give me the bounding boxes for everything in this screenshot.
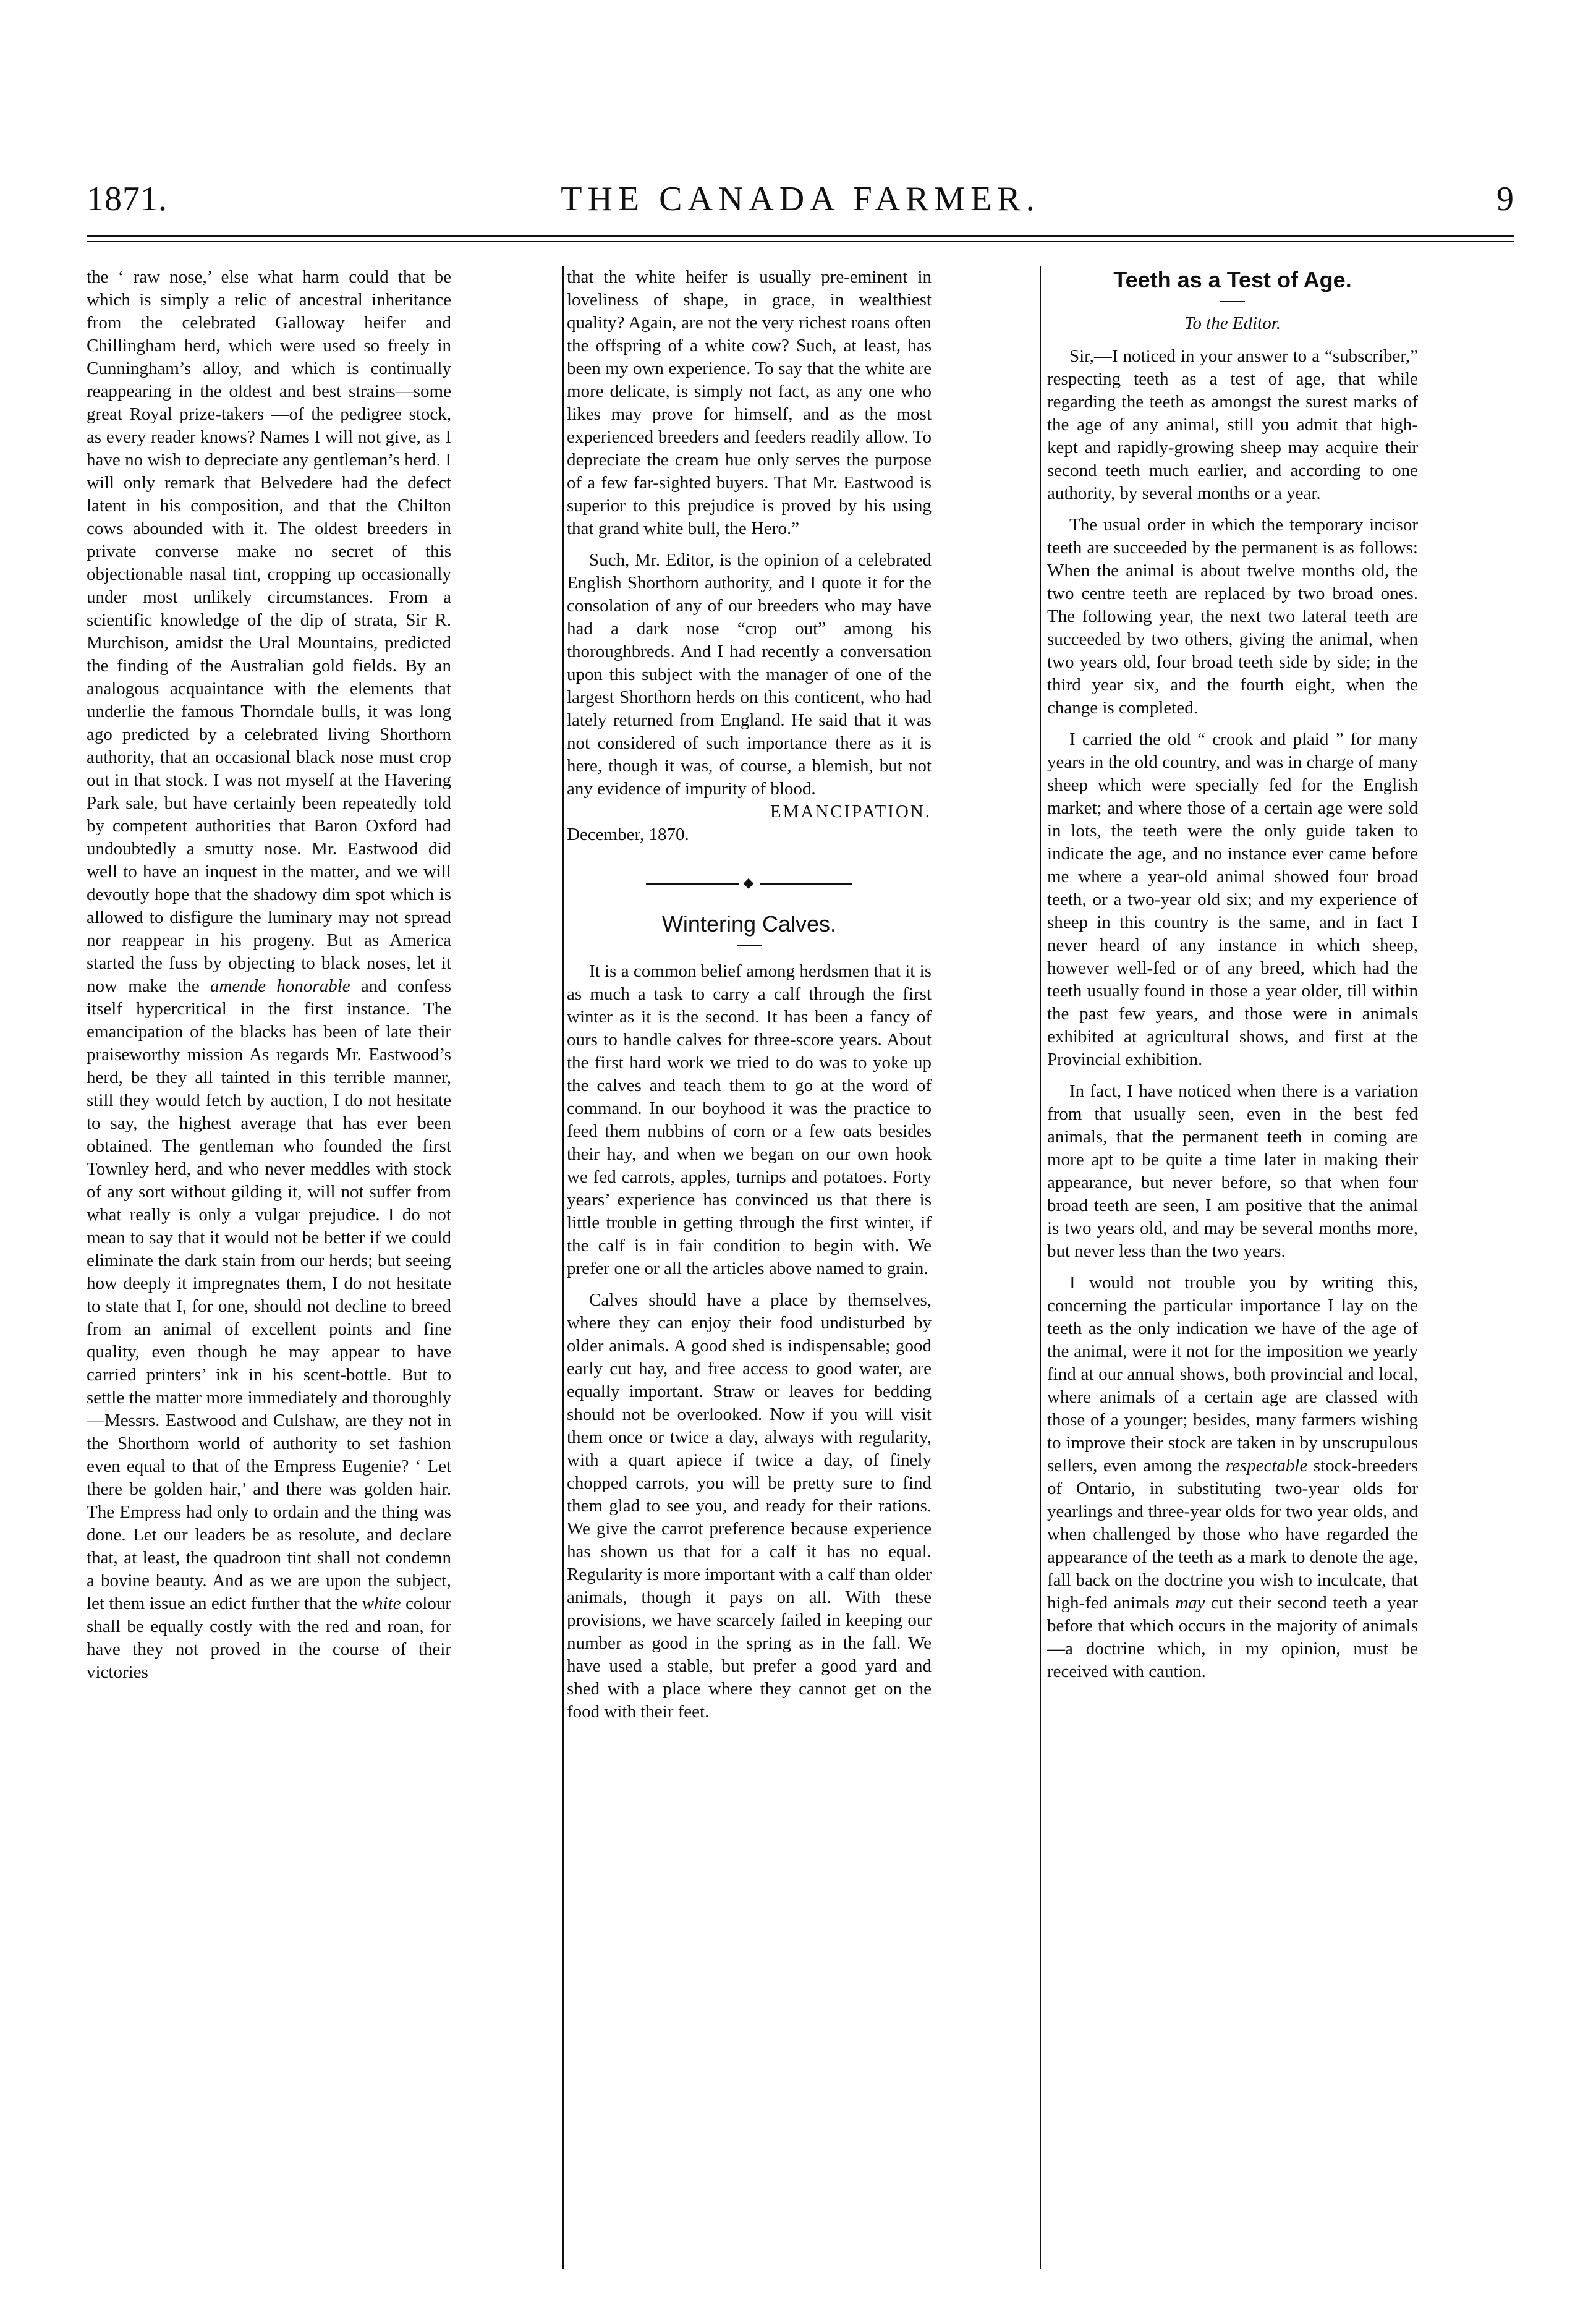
- article-paragraph: Sir,—I noticed in your answer to a “subscriber,” respecting teeth as a test of age, that while regarding the teeth as amongst the surest marks of the age of any animal, still you admit that high-kept and rapidly-growing sheep may acquire their second teeth much earlier, and according to one authority, by several months or a year.: [1047, 346, 1418, 503]
- article-paragraph: that the white heifer is usually pre-eminent in loveliness of shape, in grace, in wealthiest quality? Again, are not the very richest roans often the offspring of a white cow? Such, at least, has been my own experience. To say that the white are more delicate, is simply not fact, as any one who likes may prove for himself, and as the most experienced breeders and feeders readily allow. To depreciate the cream hue only serves the purpose of a few far-sighted buyers. That Mr. Eastwood is superior to this prejudice is proved by his using that grand white bull, the Hero.”: [567, 267, 932, 538]
- paragraph-text: cut their second teeth a year before that which occurs in the majority of animals—a doctrine which, in my opinion, must be received with caution.: [1047, 1593, 1418, 1681]
- page-header: [87, 179, 1514, 229]
- article-paragraph: Such, Mr. Editor, is the opinion of a celebrated English Shorthorn authority, and I quote it for the consolation of any of our breeders who may have had a dark nose “crop out” among his thoroughbreds. And I had recently a conversation upon this subject with the manager of one of the largest Shorthorn herds on this conticent, who had lately returned from England. He said that it was not considered of such importance there as it is here, though it was, of course, a blemish, but not any evidence of impurity of blood.: [567, 550, 932, 799]
- article-paragraph: I carried the old “ crook and plaid ” for many years in the old country, and was in charge of many sheep which were specially fed for the English market; and where those of a certain age were sold in lots, the teeth were the only guide taken to indicate the age, and no instance ever came before me where a year-old animal showed four broad teeth, or a two-year old six; and my experience of sheep in this country is the same, and in fact I never heard of any instance in which sheep, however well-fed or of any breed, which had the teeth usually found in those a year older, till within the past few years, and those were in animals exhibited at agricultural shows, and first at the Provincial exhibition.: [1047, 729, 1418, 1069]
- article-paragraph: [1047, 1272, 1418, 1683]
- letter-dateline: December, 1870.: [567, 825, 689, 844]
- paragraph-text: stock-breeders of Ontario, in substituting two-year olds for yearlings and three-year olds for two year olds, and when challenged by those who have regarded the appearance of the teeth as a mark to denote the age, fall back on the doctrine you wish to inculcate, that high-fed animals: [1047, 1456, 1418, 1613]
- article-paragraph: It is a common belief among herdsmen that it is as much a task to carry a calf through the first winter as it is the second. It has been a fancy of ours to handle calves for three-score years. About the first hard work we tried to do was to yoke up the calves and teach them to go at the word of command. In our boyhood it was the practice to feed them nubbins of corn or a few oats besides their hay, and when we began on our own hook we fed carrots, apples, turnips and potatoes. Forty years’ experience has convinced us that there is little trouble in getting through the first winter, if the calf is in fair condition to begin with. We prefer one or all the articles above named to grain.: [567, 961, 932, 1278]
- italic-phrase: may: [1175, 1593, 1205, 1613]
- page-number: 9: [1496, 180, 1514, 218]
- salutation: To the Editor.: [1184, 313, 1281, 333]
- italic-phrase: white: [362, 1594, 401, 1613]
- article-paragraph: The usual order in which the temporary incisor teeth are succeeded by the permanent is as follows: When the animal is about twelve months old, the two centre teeth are replaced by two broad ones. The following year, the next two lateral teeth are succeeded by two others, giving the animal, when two years old, four broad teeth side by side; in the third year six, and the fourth eight, when the change is completed.: [1047, 515, 1418, 718]
- article-heading: Wintering Calves.: [661, 911, 837, 937]
- paragraph-text: the ‘ raw nose,’ else what harm could that be which is simply a relic of ancestral inheritance from the celebrated Galloway heifer and Chillingham herd, which were used so freely in Cunningham’s alloy, and which is continually reappearing in the oldest and best strains—some great Royal prize-takers —of the pedigree stock, as every reader knows? Names I will not give, as I have no wish to depreciate any gentleman’s herd. I will only remark that Belvedere had the defect latent in his composition, and that the Chilton cows abounded with it. The oldest breeders in private converse make no secret of this objectionable nasal tint, cropping up occasionally under most unlikely circumstances. From a scientific knowledge of the dip of strata, Sir R. Murchison, amidst the Ural Mountains, predicted the finding of the Australian gold fields. By an analogous acquaintance with the elements that underlie the famous Thorndale bulls, it was long ago predicted by a celebrated living Shorthorn authority, that an occasional black nose must crop out in that stock. I was not myself at the Havering Park sale, but have certainly been repeatedly told by competent authorities that Baron Oxford had undoubtedly a smutty nose. Mr. Eastwood did well to have an inquest in the matter, and we will devoutly hope that the shadowy dim spot which is allowed to disfigure the luminary may not spread nor reappear in his progeny. But as America started the fuss by objecting to black noses, let it now make the: [87, 267, 451, 996]
- article-paragraph: Calves should have a place by themselves, where they can enjoy their food undisturbed by older animals. A good shed is indispensable; good early cut hay, and free access to good water, are equally important. Straw or leaves for bedding should not be overlooked. Now if you will visit them once or twice a day, always with regularity, with a quart apiece if twice a day, of finely chopped carrots, you will be pretty sure to find them glad to see you, and ready for their rations. We give the carrot preference because experience has shown us that for a calf it has no equal. Regularity is more important with a calf than older animals, though it pays on all. With these provisions, we have scarcely failed in keeping our number as good in the spring as in the fall. We have used a stable, but prefer a good yard and shed with a place where they cannot get on the food with their feet.: [567, 1290, 932, 1722]
- italic-phrase: amende honorable: [210, 976, 350, 996]
- paragraph-text: and confess itself hypercritical in the first instance. The emancipation of the blacks has been of late their praiseworthy mission As regards Mr. Eastwood’s herd, be they all tainted in this terrible manner, still they would fetch by auction, I do not hesitate to say, the highest average that has ever been obtained. The gentleman who founded the first Townley herd, and who never meddles with stock of any sort without gilding it, will not suffer from what really is only a vulgar prejudice. I do not mean to say that it would not be better if we could eliminate the dark stain from our herds; but seeing how deeply it impregnates them, I do not hesitate to state that I, for one, should not decline to breed from an animal of excellent points and fine quality, even though he may appear to have carried printers’ ink in his scent-bottle. But to settle the matter more immediately and thoroughly—Messrs. Eastwood and Culshaw, are they not in the Shorthorn world of authority to set fashion even equal to that of the Empress Eugenie? ‘ Let there be golden hair,’ and there was golden hair. The Empress had only to ordain and the thing was done. Let our leaders be as resolute, and declare that, at least, the quadroon tint shall not condemn a bovine beauty. And as we are upon the subject, let them issue an edict further that the: [87, 976, 451, 1613]
- article-heading: Teeth as a Test of Age.: [1113, 267, 1352, 292]
- column-3: [1047, 266, 1418, 2287]
- paragraph-text: I would not trouble you by writing this, concerning the particular importance I lay on the teeth as the only indication we have of the age of the animal, were it not for the imposition we yearly find at our annual shows, both provincial and local, where animals of a certain age are classed with those of a younger; besides, many farmers wishing to improve their stock are taken in by unscrupulous sellers, even among the: [1047, 1273, 1418, 1476]
- masthead-title: THE CANADA FARMER.: [561, 180, 1040, 218]
- heading-rule: [1220, 301, 1245, 302]
- article-paragraph: In fact, I have noticed when there is a variation from that usually seen, even in the best fed animals, that the permanent teeth in coming are more apt to be quite a time later in making their appearance, but never before, so that when four broad teeth are seen, I am positive that the animal is two years old, and may be several months more, but never less than the two years.: [1047, 1081, 1418, 1261]
- heading-rule: [737, 945, 762, 946]
- paragraph-text: colour shall be equally costly with the red and roan, for have they not proved in the course of their victories: [87, 1594, 451, 1682]
- italic-phrase: respectable: [1225, 1456, 1308, 1476]
- section-ornament: ◆: [567, 871, 932, 894]
- column-2: [567, 266, 932, 2287]
- article-paragraph: [87, 266, 451, 1684]
- column-1: [87, 266, 451, 2287]
- header-rule-thin: [87, 241, 1514, 242]
- column-divider-2: [1040, 266, 1041, 2269]
- header-year: 1871.: [87, 180, 168, 218]
- header-rule-thick: [87, 235, 1514, 237]
- column-divider-1: [562, 266, 564, 2269]
- letter-signature: EMANCIPATION.: [770, 802, 932, 822]
